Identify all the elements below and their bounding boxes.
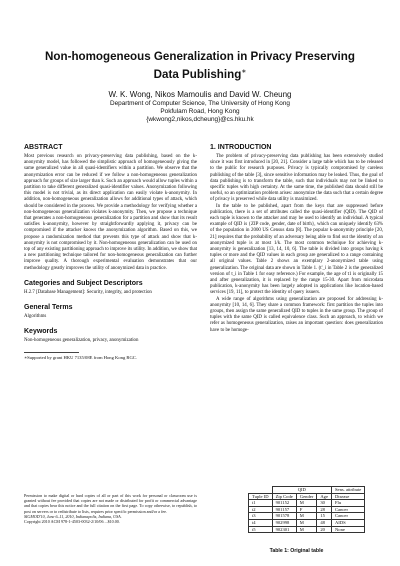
table-cell: M <box>296 519 317 526</box>
categories-text: H.2.7 [Database Management]: Security, integrity, and protection <box>24 289 152 295</box>
table-caption: Table 1: Original table <box>269 548 324 554</box>
table-cell: t4 <box>249 519 273 526</box>
table-row <box>249 519 365 526</box>
categories-heading: Categories and Subject Descriptors <box>24 279 143 287</box>
footnote-rule <box>24 352 79 353</box>
title-line-2-text: Data Publishing <box>153 67 242 81</box>
table-header-cell: Zip Code <box>272 493 296 500</box>
intro-paragraph-1: The problem of privacy-preserving data publishing has been extensively studied since it was first introduced in [20, 21]. Consider a large table which has to be released to the public for research purposes. Privacy is typically compromised by careless publishing of the table [3], since sensitive information may be leaked. Thus, the goal of data publishing is to transform the table, such that individuals may not be linked to specific tuples with high certainty. At the same time, the published data should still be useful, so an optimization problem arises: anonymize the data such that a certain degree of privacy is preserved while data utility is maximized. <box>210 154 383 203</box>
table-row <box>249 526 365 533</box>
original-table <box>248 486 365 533</box>
table-sens-group: Sens. attribute <box>331 487 364 494</box>
table-cell: 48 <box>317 519 332 526</box>
table-cell: M <box>296 526 317 533</box>
table-group-header-row <box>249 487 365 494</box>
title-line-2 <box>20 65 380 82</box>
table-cell: Cancer <box>331 513 364 520</box>
table-cell: t3 <box>249 513 273 520</box>
grant-footnote: ∗Supported by grant HKU 7135/08E from Hong Kong RGC. <box>24 355 137 361</box>
paper-title <box>20 50 380 82</box>
table-header-cell: Disease <box>331 493 364 500</box>
author-names: W. K. Wong, Nikos Mamoulis and David W. Cheung <box>108 90 292 99</box>
title-line-1: Non-homogeneous Generalization in Privacy Preserving <box>45 50 355 63</box>
author-block <box>20 90 380 124</box>
table-cell: AIDS <box>331 519 364 526</box>
table-cell: 902998 <box>272 519 296 526</box>
keywords-text: Non-homogeneous generalization, privacy, anonymization <box>24 338 139 344</box>
table-header-cell: Gender <box>296 493 317 500</box>
abstract-heading: ABSTRACT <box>24 144 63 151</box>
permission-text: Permission to make digital or hard copies of all or part of this work for personal or classroom use is granted without fee provided that copies are not made or distributed for profit or commercial advantage and that copies bear this notice and the full citation on the first page. To copy otherwise, to republish, to post on servers or to redistribute to lists, requires prior specific permission and/or a fee. <box>24 493 197 514</box>
table-cell: 20 <box>317 526 332 533</box>
table-cell: 902301 <box>272 526 296 533</box>
table-cell: 901152 <box>272 500 296 507</box>
table-header-cell: Age <box>317 493 332 500</box>
affiliation-department: Department of Computer Science, The University of Hong Kong <box>110 100 290 107</box>
table-row <box>249 506 365 513</box>
intro-paragraph-2: In the table to be published, apart from the keys that are suppressed before publication, there is a set of attributes called the quasi-identifier (QID). The QID of each tuple is known to the attacker and may be used to identify an individual. A typical example of QID is {ZIP code, gender, date of birth}, which can uniquely identify 63% of the population in 2000 US Census data [8]. The popular k-anonymity principle [20, 21] requires that the probability of an adversary being able to find out the identity of an anonymized tuple is at most 1/k. The most common technique for achieving k-anonymity is generalization [13, 14, 10, 6]. The table is divided into groups having k tuples or more and the QID values in each group are generalized to a range containing all original values. Table 2 shows an exemplary 2-anonymized table using generalization. The original data are shown in Table 1. (t'_i in Table 2 is the generalized version of t_i in Table 1 for easy reference.) For example, the age of t1 is originally 15 and after generalization, it is replaced by the range 15-30. Apart from microdata publication, k-anonymity has been largely adopted in applications like location-based services [19, 11], to protect the identity of query issuers. <box>210 203 383 296</box>
table-cell: 901157 <box>272 506 296 513</box>
table-row <box>249 500 365 507</box>
table-cell: 30 <box>317 500 332 507</box>
table-cell: 901578 <box>272 513 296 520</box>
table-cell: 28 <box>317 506 332 513</box>
introduction-heading: 1. INTRODUCTION <box>210 144 272 151</box>
general-terms-text: Algorithms <box>24 314 47 320</box>
table-cell: t5 <box>249 526 273 533</box>
affiliation-address: Pokfulam Road, Hong Kong <box>160 108 240 115</box>
table-cell: Flu <box>331 500 364 507</box>
right-column <box>210 143 383 334</box>
table-header-cell: Tuple ID <box>249 493 273 500</box>
table-qid-group: QID <box>272 487 331 494</box>
table-cell: None <box>331 526 364 533</box>
table-cell: t1 <box>249 500 273 507</box>
table-cell: M <box>296 513 317 520</box>
left-column <box>24 143 197 361</box>
permission-block <box>24 493 197 524</box>
title-footnote-mark: ∗ <box>241 68 247 75</box>
table-row <box>249 513 365 520</box>
author-emails: {wkwong2,nikos,dcheung}@cs.hku.hk <box>146 116 254 123</box>
table-cell: t2 <box>249 506 273 513</box>
table-cell: M <box>296 500 317 507</box>
keywords-heading: Keywords <box>24 328 58 336</box>
copyright-line: Copyright 2010 ACM 978-1-4503-0032-2/10/06 ...$10.00. <box>24 519 120 525</box>
table-cell: 15 <box>317 513 332 520</box>
intro-paragraph-3: A wide range of algorithms using generalization are proposed for addressing k-anonymity [10, 14, 6]. They share a common framework: first partition the tuples into groups, then assign the same generalized QID to tuples in the same group. The group of tuples with the same QID is called equivalence class. Such an approach, to which we refer as homogeneous generalization, raises an important question: does generalization have to be homoge- <box>210 296 383 333</box>
venue-line: SIGMOD'10, June 6–11, 2010, Indianapolis, Indiana, USA. <box>24 513 122 519</box>
general-terms-heading: General Terms <box>24 304 73 312</box>
abstract-text: Most previous research on privacy-preserving data publishing, based on the k-anonymity model, has followed the simplistic approach of homogeneously giving the same generalized value in all quasi-identifiers within a partition. We observe that the anonymization error can be reduced if we follow a non-homogeneous generalization approach for groups of size larger than k. Such an approach would allow tuples within a partition to take different generalized quasi-identifier values. Anonymization following this model is not trivial, as its direct application can easily violate k-anonymity. In addition, non-homogeneous generalization allows for additional types of attack, which should be considered in the process. We provide a methodology for verifying whether a non-homogeneous generalization violates k-anonymity. Then, we propose a technique that generates a non-homogeneous generalization for a partition and show that its result satisfies k-anonymity, however by straightforwardly applying it, privacy can be compromised if the attacker knows the anonymization algorithm. Based on this, we propose a randomization method that prevents this type of attack and show that k-anonymity is not compromised by it. Non-homogeneous generalization can be used on top of any existing partitioning approach to improve its utility. In addition, we show that a new partitioning technique tailored for non-homogeneous generalization can further improve quality. A thorough experimental evaluation demonstrates that our methodology greatly improves the utility of anonymized data in practice. <box>24 154 197 271</box>
table-header-row <box>249 493 365 500</box>
table-cell: Cancer <box>331 506 364 513</box>
table-cell: F <box>296 506 317 513</box>
table-corner-cell <box>249 487 273 494</box>
